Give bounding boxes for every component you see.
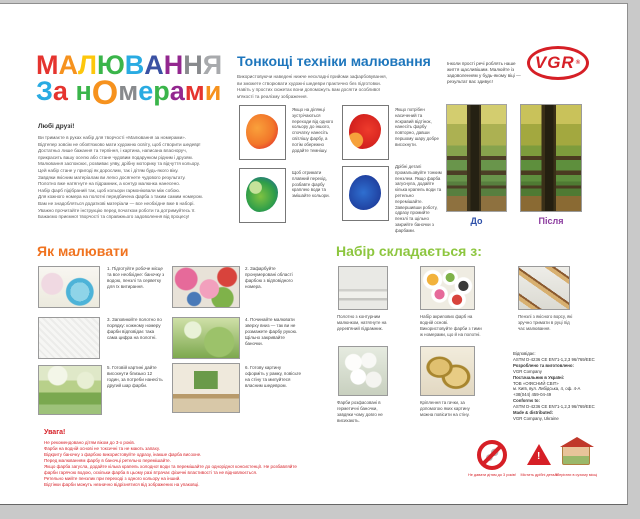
warning-line: Ретельно мийте пензлик при переході з одного кольору на інший. (44, 476, 181, 481)
kit-heading: Набір складається з: (336, 243, 482, 259)
vgr-logo-text: VGR (534, 53, 575, 72)
manufacturer-info-line: Made & distributed: (513, 410, 554, 416)
kit-paints-image (420, 266, 475, 310)
paint-blob-blue (349, 175, 381, 210)
title-letter: Ю (96, 50, 125, 80)
manufacturer-info-line: VGR Company, Ukraine (513, 415, 559, 421)
paint-blob-green (246, 177, 278, 212)
step2-text: 2. Зафарбуйте пронумеровані області фарбою з відповідного номера. (245, 266, 293, 289)
title-letter: н (75, 76, 92, 106)
manufacturer-info-line: ASTM D-4236 CE EN71-1,2,3 96/769/EEC (513, 404, 595, 410)
intro-line: Завдяки якісним матеріалам ви легко досягнете чудового результату. (38, 174, 186, 180)
manufacturer-info-line: +38(044) 459-04-49 (513, 392, 552, 398)
warning-line: Якщо фарба загусла, додайте кілька крапель холодної води та перемішайте до однорідної консистенції. Не розбавляйте (44, 464, 297, 469)
kit-canvas-caption: Полотно з контурним малюнком, натягнуте на дерев'яний підрамник. (337, 314, 387, 331)
step3-text: 3. Заповнюйте полотно по порядку: кожному номеру фарби відповідає така сама цифра на полотні. (107, 317, 162, 340)
kit-brushes-caption: Пензлі з якісного ворсу, які зручно тримати в руці під час малювання. (518, 314, 573, 331)
step3-image (38, 317, 100, 359)
intro-line: Достатньо лише бажання та терпіння, і картина, написана власноруч, (38, 148, 187, 154)
title-letter: А (144, 50, 164, 80)
small-parts-caption: Містить дрібні деталі (520, 473, 558, 477)
step1-image (38, 266, 100, 308)
title-letter: О (91, 74, 119, 112)
kit-paints-caption: Набір акрилових фарб на водній основі. Використовуйте фарби з тими ж номерами, що й на полотні. (420, 314, 482, 337)
warning-triangle-icon (527, 444, 551, 465)
title-letter: Л (78, 50, 97, 80)
step6-text: 6. Готову картину оформіть у рамку, повісьте на стіну та милуйтеся власним шедевром. (245, 365, 301, 388)
warning-list (44, 440, 316, 488)
title-letter: В (124, 50, 145, 80)
technique-heading: Тонкощі техніки малювання (237, 53, 431, 69)
warning-line: Відтінки фарби можуть незначно відрізнятися від зображених на упаковці. (44, 482, 200, 487)
warning-line: Відкриту баночку з фарбою використовуйте одразу, інакше фарба висохне. (44, 452, 202, 457)
manufacturer-info-line: Conforms to: (513, 398, 540, 404)
intro-line: Бажаємо приємної творчості та справжнього задоволення від процесу! (38, 214, 190, 220)
technique-intro (237, 74, 437, 100)
swatch-red-image (342, 105, 389, 160)
swatch-caption-4: Дрібні деталі промальовуйте тонким пензлем. Якщо фарба загуснула, додайте кілька крапель води та ретельно перемішайте. Завершивши роботу, одразу промийте пензлі та щільно закрийте баночки з фарбами. (395, 164, 442, 233)
keep-dry-house-icon (562, 445, 590, 465)
brand-note: Інколи прості речі роблять наше життя щасливішим. Малюйте із задоволенням у будь-якому віці — результат вас здивує! (447, 61, 521, 84)
step5-text: 5. Готовій картині дайте висохнути близько 12 годин, за потреби нанесіть другий шар фарби. (107, 365, 163, 388)
intro-line: Ви тримаєте в руках набір для творчості «Малювання за номерами». (38, 135, 186, 140)
warning-line: Перед малюванням фарбу в баночці ретельно перемішайте. (44, 458, 171, 463)
title-letter: и (204, 76, 222, 106)
intro-line: Для кожного номера на полотні передбачена фарба з таким самим номером. (38, 194, 203, 200)
title-letter: а (169, 76, 185, 106)
manufacturer-info-line: ASTM D-4236 CE EN71-1,2,3 96/769/EEC (513, 356, 595, 362)
kit-brushes-image (518, 266, 570, 310)
swatch-green-image (239, 168, 286, 223)
title-letter: А (58, 50, 78, 80)
step2-image (172, 266, 240, 308)
technique-intro-line: ви зможете створювати художні шедеври практично без підготовки. (237, 80, 381, 86)
title-letter: м (118, 76, 139, 106)
title-letter: М (36, 50, 59, 80)
instruction-sheet (0, 3, 628, 505)
manufacturer-info (513, 351, 605, 422)
intro-line: Уважно прочитайте інструкцію перед початком роботи та дотримуйтесь її. (38, 207, 196, 213)
warning-line: Фарби на водній основі не токсичні та не мають запаху. (44, 446, 160, 451)
swatch-caption-3: Щоб отримати плавний перехід, розбавте фарбу краплею води та змішайте кольори. (292, 170, 330, 199)
warning-line: фарби гарячою водою, оскільки фарба в цьому разі втрачає фізичні властивості та не відновлюється. (44, 470, 258, 475)
step6-image (172, 363, 240, 413)
manufacturer-info-line: м. Київ, вул. Либідська, 4, оф. 4-А (513, 386, 581, 392)
title-letter: Я (202, 50, 223, 80)
kit-hooks-caption: Кріплення та гачки, за допомогою яких картину можна повісити на стіну. (420, 400, 470, 417)
title-letter: р (153, 76, 170, 106)
vgr-logo (527, 46, 589, 80)
title-line-2 (36, 74, 222, 112)
title-line-1 (36, 52, 222, 78)
kit-pots-image (338, 346, 388, 396)
manufacturer-info-line: Розроблено та виготовлено: (513, 362, 574, 368)
technique-intro-line: м'якості та реалізму зображення. (237, 93, 308, 99)
title-letter (68, 78, 76, 104)
kit-canvas-image (338, 266, 388, 310)
greeting-heading: Любі друзі! (38, 123, 75, 130)
step4-image (172, 317, 240, 359)
title-letter: Н (183, 50, 203, 80)
title-letter: Н (163, 50, 184, 80)
kit-pots-caption: Фарби розфасовані в герметичні баночки, завдяки чому довго не висихають. (337, 400, 383, 423)
swatch-caption-2: Якщо потрібен насичений та яскравий відтінок, нанесіть фарбу повторно, давши першому шару добре висохнути. (395, 107, 439, 147)
technique-intro-line: Навіть у простих сюжетах вони допоможуть вам досягти особливої (237, 87, 380, 93)
after-image (520, 104, 582, 212)
title-letter: м (184, 76, 205, 106)
swatch-caption-1: Якщо на ділянці зустрічаються переходи від одного кольору до іншого, спочатку нанесіть світлішу фарбу, а потім обережно додайте темнішу. (292, 107, 334, 153)
title-letter: е (138, 76, 154, 106)
after-label: Після (538, 216, 564, 226)
paint-blob-red (349, 114, 381, 149)
warning-exclamation: ! (537, 451, 541, 462)
intro-line: Цей набір стане у пригоді як дорослим, так і дітям будь-якого віку. (38, 167, 179, 173)
step5-image (38, 365, 102, 415)
title-letter: а (52, 76, 68, 106)
technique-intro-line: Використовуючи наведені нижче нескладні прийоми зафарбовування, (237, 74, 387, 79)
kit-hooks-image (420, 346, 475, 396)
storage-caption: Зберігати в сухому місці (554, 473, 598, 477)
intro-line: Вам не знадобляться додаткові матеріали — все необхідне вже в наборі. (38, 200, 195, 206)
title-letter: З (36, 76, 53, 106)
intro-paragraph (38, 135, 236, 221)
step4-text: 4. Починайте малювати зверху вниз — так ви не розмажете фарбу рукою. Щільно закривайте баночки. (245, 317, 298, 346)
no-children-under-3-icon (477, 440, 507, 470)
swatch-blue-image (342, 166, 389, 221)
manufacturer-info-line: VGR Company (513, 368, 542, 374)
warning-heading: Увага! (44, 429, 66, 436)
manufacturer-info-line: Відповідає: (513, 351, 536, 356)
before-image (446, 104, 507, 212)
step1-text: 1. Підготуйте робоче місце та все необхідне: баночку з водою, пензлі та серветку для їх витирання. (107, 266, 165, 289)
no-children-caption: Не давати дітям до 3 років! (467, 473, 517, 477)
intro-line: Полотно вже натягнуте на підрамник, а контур малюнка нанесено. (38, 181, 181, 187)
product-title (36, 50, 223, 112)
intro-line: Малювання заспокоює, розвиває уяву, дрібну моторику та відчуття кольору. (38, 161, 200, 167)
how-heading: Як малювати (37, 243, 129, 259)
registered-mark: ® (575, 60, 582, 66)
manufacturer-info-line: Постачальник в Україні: (513, 374, 565, 380)
intro-line: прикрасить вашу оселю або стане чудовим подарунком рідним і друзям. (38, 154, 193, 160)
before-label: До (470, 216, 483, 226)
paint-blob-orange (246, 114, 278, 149)
manufacturer-info-line: ТОВ «ОФІСНИЙ СВІТ» (513, 380, 559, 386)
warning-line: Не рекомендовано дітям віком до 3-х років. (44, 440, 136, 445)
intro-line: Відтепер зовсім не обов'язково мати художню освіту, щоб створити шедевр! (38, 141, 201, 147)
swatch-orange-image (239, 105, 286, 160)
intro-line: Набір фарб підібраний так, щоб кольори гармоніювали між собою. (38, 187, 181, 193)
